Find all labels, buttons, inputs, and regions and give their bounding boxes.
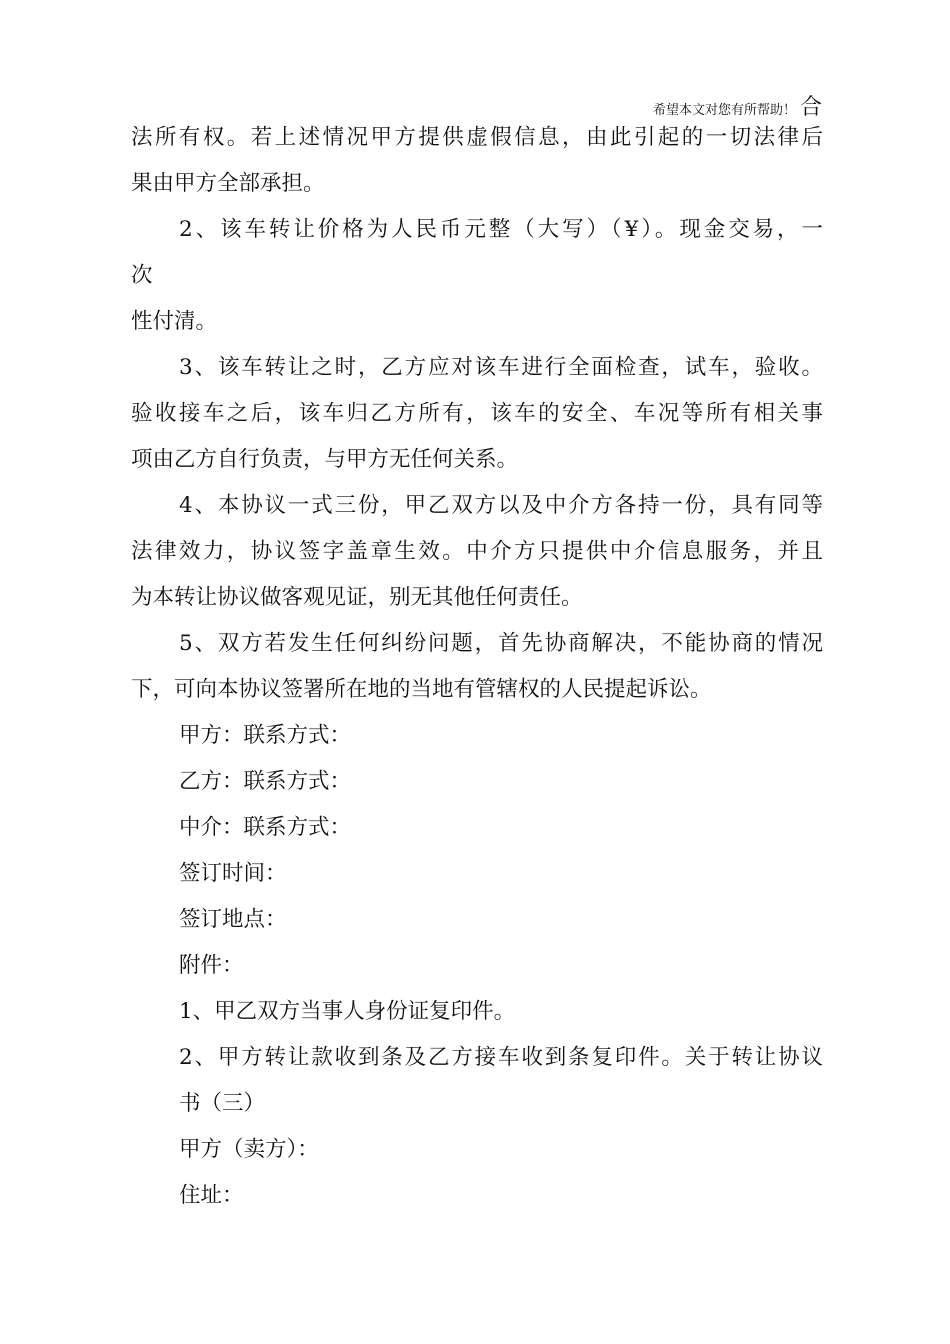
text-line: 书（三）: [179, 1091, 266, 1116]
header-trailing-char: 合: [799, 95, 822, 120]
header-note-text: 希望本文对您有所帮助！: [652, 103, 796, 118]
text-line: 性付清。: [131, 309, 218, 334]
text-line: 为本转让协议做客观见证，别无其他任何责任。: [131, 585, 583, 610]
text-line: 次: [131, 263, 153, 288]
text-line: 下，可向本协议签署所在地的当地有管辖权的人民提起诉讼。: [131, 677, 712, 702]
text-line: 项由乙方自行负责，与甲方无任何关系。: [131, 447, 519, 472]
text-line: 2、甲方转让款收到条及乙方接车收到条复印件。关于转让协议: [179, 1045, 823, 1070]
text-line: 签订地点：: [179, 907, 287, 932]
text-line: 法律效力，协议签字盖章生效。中介方只提供中介信息服务，并且: [131, 539, 823, 564]
text-line: 验收接车之后，该车归乙方所有，该车的安全、车况等所有相关事: [131, 401, 823, 426]
document-body: [131, 115, 823, 1219]
text-line: 2、该车转让价格为人民币元整（大写）（¥）。现金交易，一: [179, 217, 823, 242]
text-line: 1、甲乙双方当事人身份证复印件。: [179, 999, 516, 1024]
text-line: 附件：: [179, 953, 244, 978]
text-line: 4、本协议一式三份，甲乙双方以及中介方各持一份，具有同等: [179, 493, 823, 518]
text-line: 甲方：联系方式：: [179, 723, 352, 748]
text-line: 乙方：联系方式：: [179, 769, 352, 794]
text-line: 3、该车转让之时，乙方应对该车进行全面检查，试车，验收。: [179, 355, 823, 380]
text-line: 中介：联系方式：: [179, 815, 352, 840]
text-line: 签订时间：: [179, 861, 287, 886]
text-line: 5、双方若发生任何纠纷问题，首先协商解决，不能协商的情况: [179, 631, 823, 656]
text-line: 甲方（卖方）：: [179, 1137, 319, 1162]
text-line: 住址：: [179, 1183, 244, 1208]
text-line: 法所有权。若上述情况甲方提供虚假信息，由此引起的一切法律后: [131, 125, 823, 150]
text-line: 果由甲方全部承担。: [131, 171, 325, 196]
